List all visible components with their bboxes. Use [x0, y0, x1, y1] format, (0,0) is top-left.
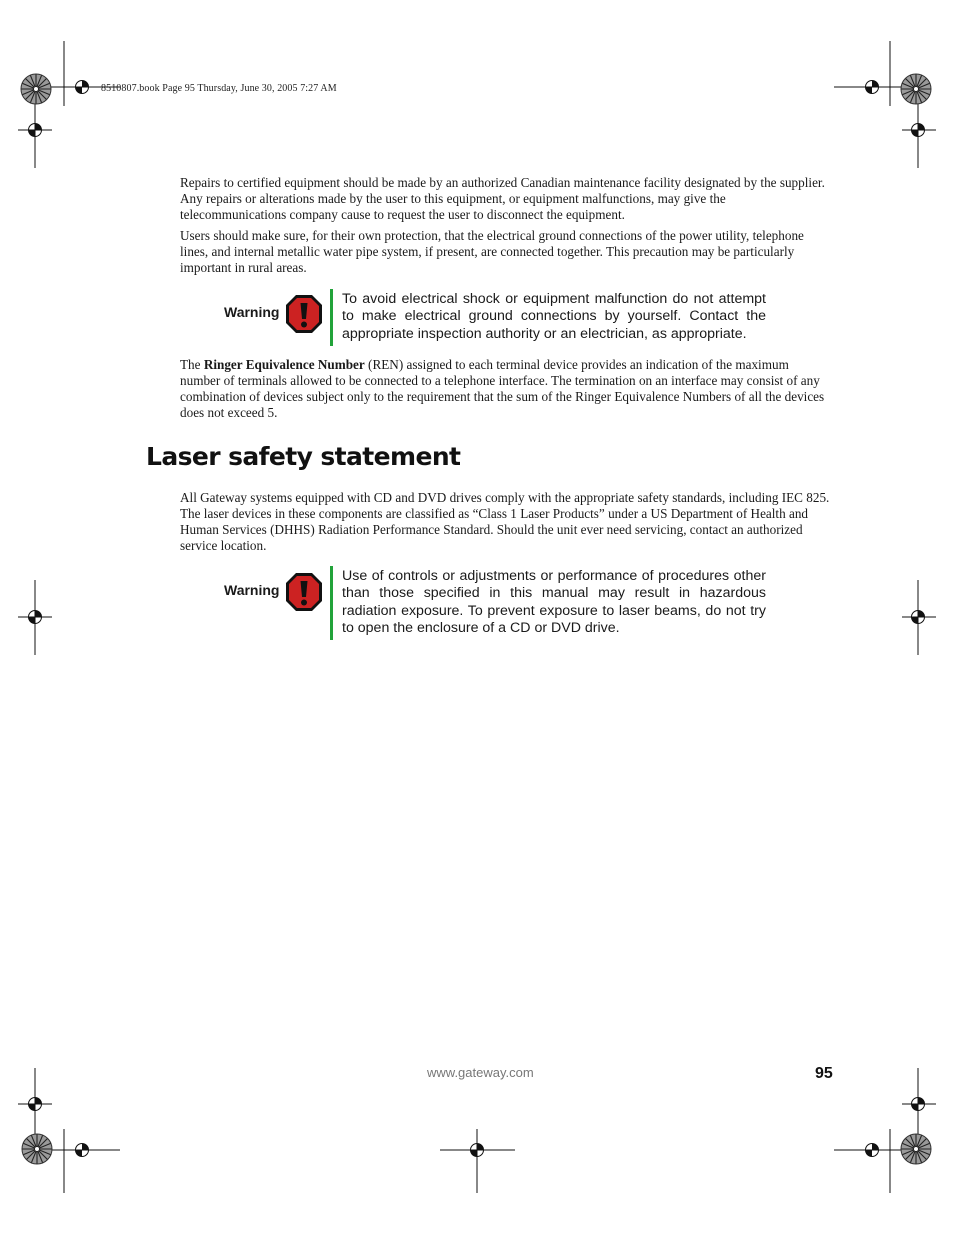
- crosshair-icon: [912, 611, 925, 624]
- paragraph-repairs: Repairs to certified equipment should be made by an authorized Canadian maintenance facility designated by the supplier. Any repairs or alterations made by the user to this equipment, or equipment malfunctions, may give the telecommunications company cause to request the user to disconnect the equipment.: [180, 175, 825, 222]
- footer-url: www.gateway.com: [427, 1065, 534, 1080]
- warning-label: Warning: [224, 582, 280, 598]
- section-heading: Laser safety statement: [146, 442, 461, 471]
- crosshair-icon: [29, 124, 42, 137]
- color-wheel-icon: [901, 1134, 931, 1164]
- warning-bar: [330, 289, 333, 346]
- ren-body: (REN) assigned to each terminal device provides an indication of the maximum number of terminals allowed to be connected to a telephone interface. The termination on an interface may consist of any combination of devices subject only to the requirement that the sum of the Ringer Equivalence Numbers of all the devices does not exceed 5.: [180, 357, 825, 420]
- crosshair-icon: [866, 1144, 879, 1157]
- crosshair-icon: [471, 1144, 484, 1157]
- ren-term: Ringer Equivalence Number: [203, 357, 365, 372]
- warning-text: To avoid electrical shock or equipment malfunction do not attempt to make electrical ground connections by yourself. Contact the appropriate inspection authority or an electrician, as appropriate.: [342, 291, 766, 342]
- paragraph-ren: [180, 357, 832, 421]
- crosshair-icon: [76, 1144, 89, 1157]
- color-wheel-icon: [22, 1134, 52, 1164]
- page-number: 95: [815, 1065, 833, 1082]
- warning-bar: [330, 566, 333, 640]
- paragraph-grounding: Users should make sure, for their own protection, that the electrical ground connections of the power utility, telephone lines, and internal metallic water pipe system, if present, are connected together. This precaution may be particularly important in rural areas.: [180, 228, 804, 275]
- crosshair-icon: [912, 124, 925, 137]
- print-slug: 8510807.book Page 95 Thursday, June 30, 2005 7:27 AM: [101, 83, 337, 94]
- ren-intro: The: [180, 357, 204, 372]
- color-wheel-icon: [21, 74, 51, 104]
- warning-exclamation-icon: [285, 572, 323, 612]
- crosshair-icon: [29, 1098, 42, 1111]
- paragraph-laser: All Gateway systems equipped with CD and DVD drives comply with the appropriate safety standards, including IEC 825. The laser devices in these components are classified as “Class 1 Laser Products” under a US Department of Health and Human Services (DHHS) Radiation Performance Standard. Should the unit ever need servicing, contact an authorized service location.: [180, 490, 830, 553]
- warning-text: Use of controls or adjustments or performance of procedures other than those specified in this manual may result in hazardous radiation exposure. To prevent exposure to laser beams, do not try to open the enclosure of a CD or DVD drive.: [342, 568, 766, 637]
- crosshair-icon: [29, 611, 42, 624]
- warning-exclamation-icon: [285, 294, 323, 334]
- warning-label: Warning: [224, 304, 280, 320]
- crosshair-icon: [912, 1098, 925, 1111]
- color-wheel-icon: [901, 74, 931, 104]
- crosshair-icon: [866, 81, 879, 94]
- crosshair-icon: [76, 81, 89, 94]
